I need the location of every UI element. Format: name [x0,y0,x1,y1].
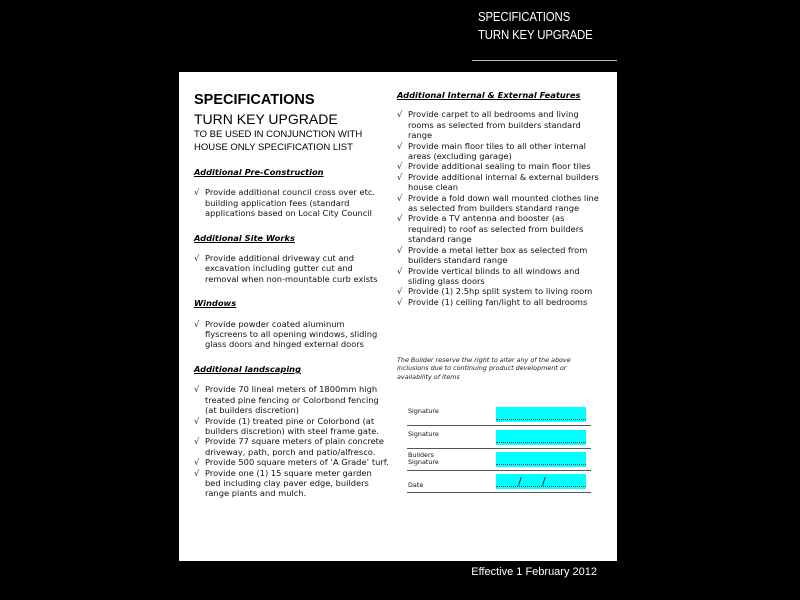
date-row [407,472,591,493]
disclaimer-text: The Builder reserve the right to alter any of the above inclusions due to continuing product development or availability of items [397,356,571,381]
footer-band [179,561,617,584]
section-list [194,319,389,350]
checkmark-icon: √ [397,286,403,297]
section-list [194,384,389,498]
left-column [194,92,389,499]
checkmark-icon: √ [194,384,200,395]
list-item [397,109,602,140]
list-item [194,468,389,499]
checkmark-icon: √ [397,265,403,276]
list-item [397,245,602,266]
checkmark-icon: √ [194,318,200,329]
list-item-text: Provide a fold down wall mounted clothes line as selected from builders standard range [408,192,599,214]
note-line-1: TO BE USED IN CONJUNCTION WITH [194,129,363,140]
list-item [397,161,602,171]
section-heading: Windows [194,298,237,309]
list-item-text: Provide powder coated aluminum flyscreens to all opening windows, sliding glass doors and hinged external doors [205,318,378,350]
builders-signature-field[interactable] [496,452,586,467]
header-line-2: TURN KEY UPGRADE [478,27,593,42]
left-sections [194,167,389,499]
list-item [194,416,389,437]
section-heading: Additional Pre-Construction [194,167,324,177]
section-list [194,187,389,218]
section-list [397,109,602,307]
right-column [397,90,602,307]
list-item-text: Provide additional sealing to main floor tiles [408,161,591,172]
signature-field-2[interactable] [496,430,586,445]
builders-signature-row [407,450,591,471]
specification-page [179,6,617,584]
list-item-text: Provide carpet to all bedrooms and living rooms as selected from builders standard range [408,109,581,141]
checkmark-icon: √ [397,171,403,182]
list-item-text: Provide 77 square meters of plain concrete driveway, path, porch and patio/alfresco. [205,436,385,457]
list-item [397,141,602,162]
checkmark-icon: √ [194,415,200,426]
list-item-text: Provide one (1) 15 square meter garden bed including clay paver edge, builders range plants and mulch. [205,467,372,499]
page-title: SPECIFICATIONS [194,92,315,108]
signature-label-1: Signature [408,407,439,415]
list-item-text: Provide a metal letter box as selected from builders standard range [408,244,588,266]
list-item-text: Provide vertical blinds to all windows and sliding glass doors [408,265,580,286]
signature-label-2: Signature [408,430,439,438]
list-item-text: Provide a TV antenna and booster (as required) to roof as selected from builders standard range [408,213,584,245]
checkmark-icon: √ [194,467,200,478]
list-item-text: Provide additional driveway cut and excavation including gutter cut and removal when non-mountable curb exists [205,253,378,284]
checkmark-icon: √ [397,244,403,255]
list-item-text: Provide (1) treated pine or Colorbond (at builders discretion) with steel frame gate. [205,415,379,436]
signature-field-1[interactable] [496,407,586,422]
checkmark-icon: √ [397,109,403,120]
date-separator-2: / [542,475,546,488]
builders-label-line-2: Signature [408,458,439,466]
checkmark-icon: √ [194,187,200,198]
list-item [397,193,602,214]
page-subtitle: TURN KEY UPGRADE [194,111,338,127]
checkmark-icon: √ [194,436,200,447]
list-item [194,384,389,415]
checkmark-icon: √ [194,457,200,468]
section-list [194,253,389,284]
builders-label-line-1: Builders [408,451,434,459]
signature-row-1 [407,405,591,426]
list-item [397,172,602,193]
signature-row-2 [407,428,591,449]
header-divider [472,60,617,61]
list-item-text: Provide (1) ceiling fan/light to all bedrooms [408,296,588,307]
checkmark-icon: √ [397,213,403,224]
dotted-line [496,442,586,443]
list-item [397,213,602,244]
dotted-line [496,486,586,487]
section-heading: Additional Site Works [194,232,295,243]
list-item [194,319,389,350]
list-item-text: Provide additional internal & external builders house clean [408,171,599,193]
date-label: Date [408,481,424,489]
checkmark-icon: √ [397,192,403,203]
list-item [194,436,389,457]
date-separator-1: / [518,475,522,488]
list-item-text: Provide (1) 2.5hp split system to living room [408,286,593,297]
checkmark-icon: √ [397,140,403,151]
list-item [194,457,389,467]
right-sections [397,90,602,307]
header-band [179,6,617,72]
section-heading: Additional landscaping [194,363,302,374]
list-item [194,253,389,284]
section-heading: Additional Internal & External Features [397,90,581,100]
list-item [397,266,602,287]
list-item [194,187,389,218]
list-item-text: Provide 500 square meters of ‘A Grade’ turf. [205,457,389,468]
date-field[interactable] [496,474,586,489]
checkmark-icon: √ [397,296,403,307]
checkmark-icon: √ [397,161,403,172]
checkmark-icon: √ [194,253,200,264]
dotted-line [496,464,586,465]
list-item-text: Provide main floor tiles to all other internal areas (excluding garage) [408,140,586,162]
list-item-text: Provide additional council cross over etc. building application fees (standard applications based on Local City Council [205,187,376,219]
list-item-text: Provide 70 lineal meters of 1800mm high treated pine fencing or Colorbond fencing (at builders discretion) [205,384,379,416]
note-line-2: HOUSE ONLY SPECIFICATION LIST [194,141,353,153]
list-item [397,297,602,307]
header-line-1: SPECIFICATIONS [478,9,571,24]
effective-date: Effective 1 February 2012 [471,566,597,578]
dotted-line [496,419,586,420]
list-item [397,286,602,296]
